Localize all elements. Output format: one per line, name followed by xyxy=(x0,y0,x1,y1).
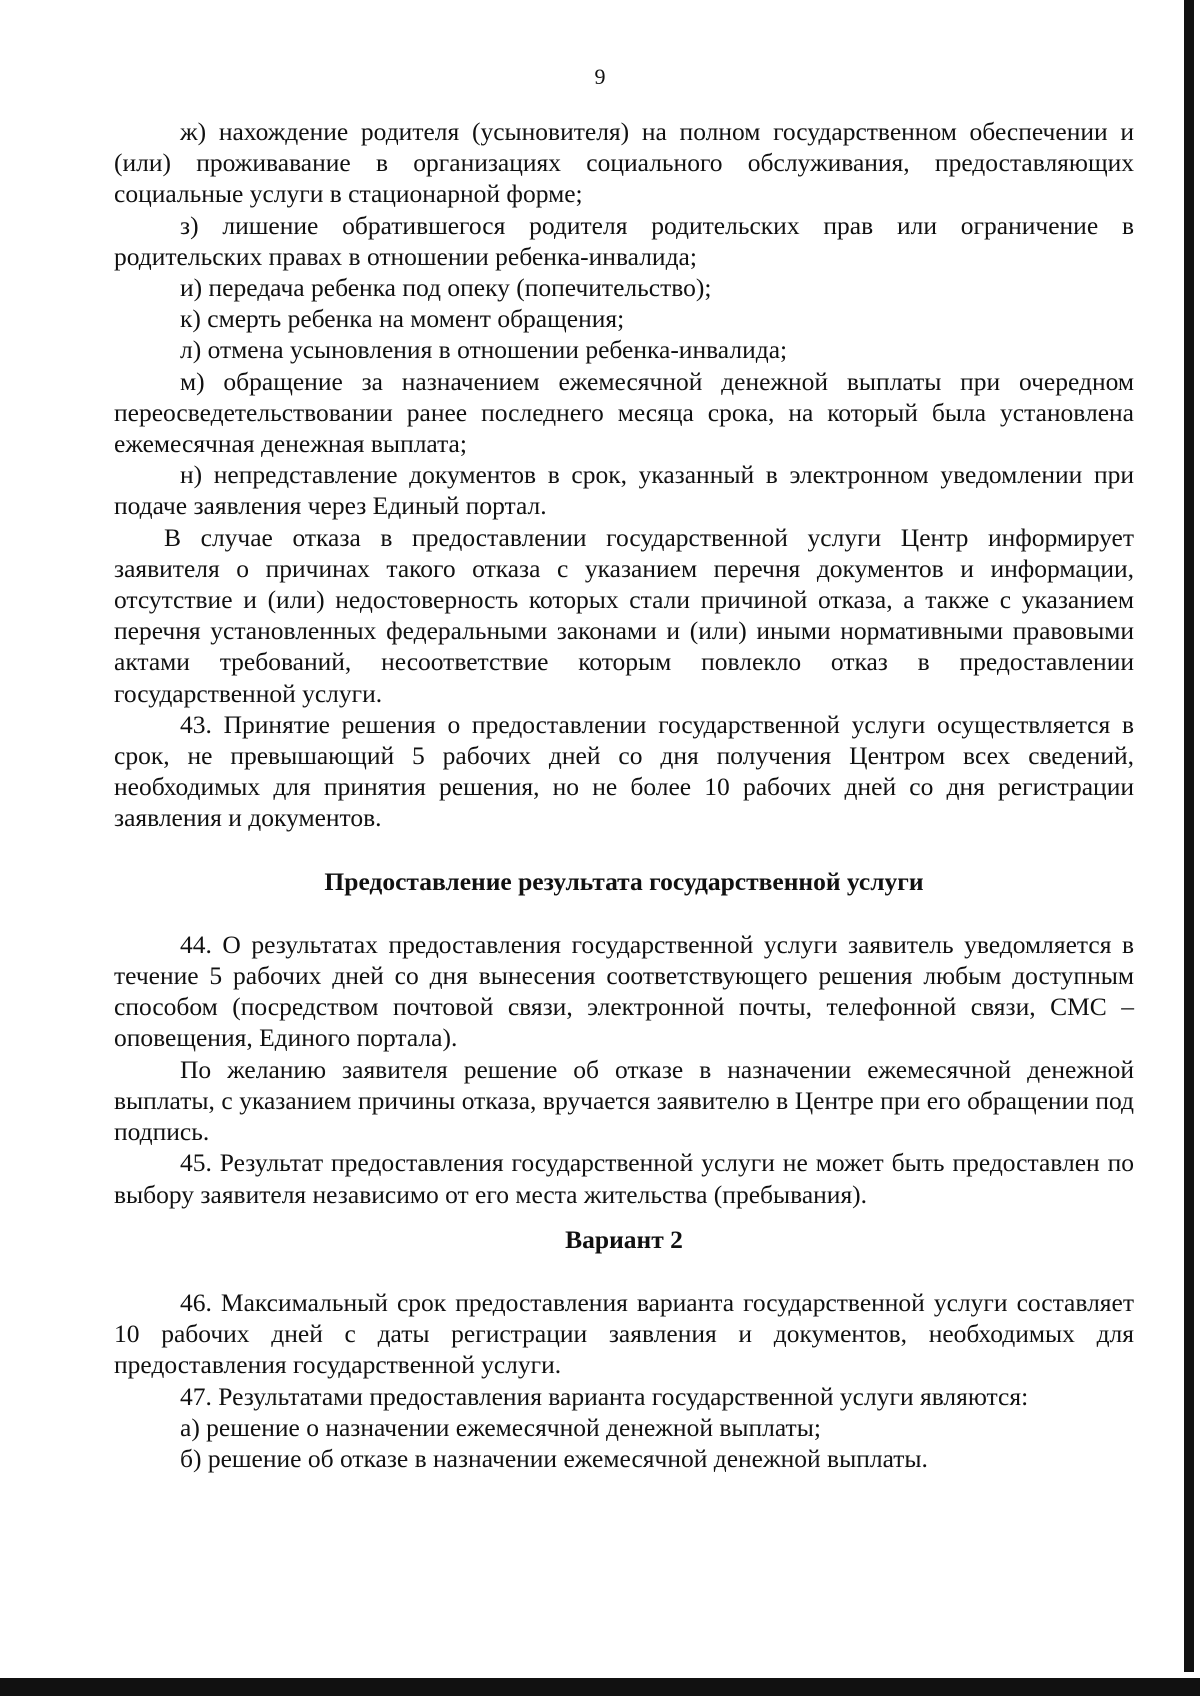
page-number: 9 xyxy=(594,64,606,89)
paragraph-44: 44. О результатах предоставления государственной услуги заявитель уведомляется в течение 5 рабочих дней со дня вынесения соответствующего решения любым доступным способом (посредством почтовой связи, электронной почты, телефонной связи, СМС – оповещения, Единого портала). xyxy=(114,929,1134,1053)
spacer xyxy=(114,1210,1134,1224)
paragraph-refusal: В случае отказа в предоставлении государственной услуги Центр информирует заявителя о причинах такого отказа с указанием перечня документов и информации, отсутствие и (или) недостоверность которых стали причиной отказа, а также с указанием перечня установленных федеральными законами и (или) иными нормативными правовыми актами требований, несоответствие которым повлекло отказ в предоставлении государственной услуги. xyxy=(114,522,1134,708)
list-item-m: м) обращение за назначением ежемесячной денежной выплаты при очередном переосведетельствовании ранее последнего месяца срока, на который была установлена ежемесячная денежная выплата; xyxy=(114,366,1134,459)
list-item-b: б) решение об отказе в назначении ежемесячной денежной выплаты. xyxy=(180,1443,928,1473)
section-heading-result: Предоставление результата государственной услуги xyxy=(324,866,924,896)
list-item-i: и) передача ребенка под опеку (попечительство); xyxy=(180,273,712,303)
spacer xyxy=(114,897,1134,929)
paragraph-43: 43. Принятие решения о предоставлении государственной услуги осуществляется в срок, не превышающий 5 рабочих дней со дня получения Центром всех сведений, необходимых для принятия решения, но не более 10 рабочих дней со дня регистрации заявления и документов. xyxy=(114,709,1134,833)
paragraph-46: 46. Максимальный срок предоставления варианта государственной услуги составляет 10 рабочих дней с даты регистрации заявления и документов, необходимых для предоставления государственной услуги. xyxy=(114,1287,1134,1380)
list-item-k: к) смерть ребенка на момент обращения; xyxy=(180,304,625,334)
list-item-a: а) решение о назначении ежемесячной денежной выплаты; xyxy=(180,1412,821,1442)
section-heading-variant: Вариант 2 xyxy=(565,1224,683,1254)
paragraph-47: 47. Результатами предоставления варианта государственной услуги являются: xyxy=(180,1381,1029,1411)
list-item-zh: ж) нахождение родителя (усыновителя) на полном государственном обеспечении и (или) проживавание в организациях социального обслуживания, предоставляющих социальные услуги в стационарной форме; xyxy=(114,117,1134,209)
paragraph-wish: По желанию заявителя решение об отказе в назначении ежемесячной денежной выплаты, с указанием причины отказа, вручается заявителю в Центре при его обращении под подпись. xyxy=(114,1054,1134,1147)
scan-edge-right xyxy=(1184,0,1194,1696)
document-body xyxy=(114,116,1134,1474)
list-item-l: л) отмена усыновления в отношении ребенка-инвалида; xyxy=(180,335,788,365)
spacer xyxy=(114,834,1134,866)
list-item-z: з) лишение обратившегося родителя родительских прав или ограничение в родительских правах в отношении ребенка-инвалида; xyxy=(114,210,1134,271)
list-item-n: н) непредставление документов в срок, указанный в электронном уведомлении при подаче заявления через Единый портал. xyxy=(114,460,1134,521)
spacer xyxy=(114,1255,1134,1287)
paragraph-45: 45. Результат предоставления государственной услуги не может быть предоставлен по выбору заявителя независимо от его места жительства (пребывания). xyxy=(114,1148,1134,1209)
scan-edge-bottom xyxy=(0,1678,1200,1696)
